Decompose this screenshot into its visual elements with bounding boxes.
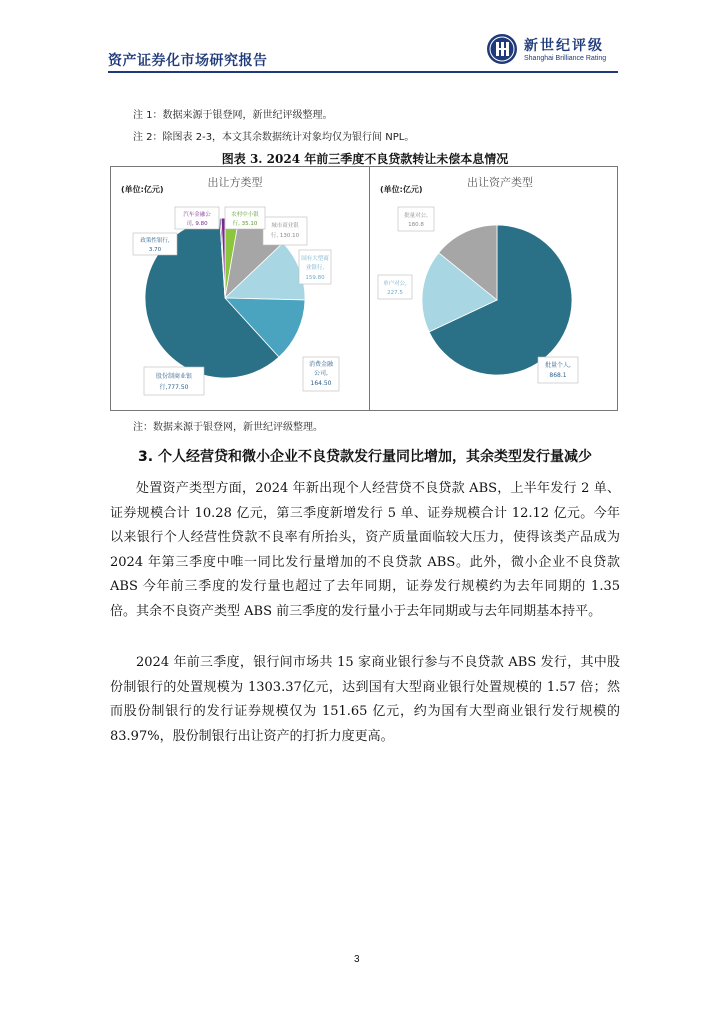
- chart-title: 出让资产类型: [467, 176, 533, 189]
- label-股份制商业银行: [144, 367, 204, 395]
- page-number: 3: [354, 954, 360, 965]
- svg-text:单户对公,: 单户对公,: [383, 281, 407, 287]
- svg-text:农村中小银: 农村中小银: [231, 212, 259, 218]
- svg-text:汽车金融公: 汽车金融公: [183, 212, 211, 218]
- svg-text:国有大型商: 国有大型商: [301, 256, 329, 262]
- label-国有大型商业银行: [299, 250, 331, 284]
- header-rule: [108, 71, 618, 73]
- svg-text:868.1: 868.1: [549, 372, 567, 379]
- label-政策性银行: [133, 233, 177, 255]
- logo-emblem-icon: [486, 33, 518, 65]
- svg-text:批量对公,: 批量对公,: [404, 213, 428, 219]
- logo-text-en: Shanghai Brilliance Rating: [524, 55, 607, 62]
- svg-text:股份制商业银: 股份制商业银: [155, 373, 193, 380]
- label-批量对公: [398, 207, 434, 231]
- label-单户对公: [378, 275, 412, 299]
- body-paragraph-1: 处置资产类型方面，2024 年新出现个人经营贷不良贷款 ABS，上半年发行 2 单、证券规模合计 10.28 亿元，第三季度新增发行 5 单、证券规模合计 12.12 亿元。今年以来银行个人经营性贷款不良率有所抬头，资产质量面临较大压力，使得该类产品成为 2024 年第三季度中唯一同比发行量增加的不良贷款 ABS。此外，微小企业不良贷款 ABS 今年前三季度的发行量也超过了去年同期，证券发行规模约为去年同期的 1.35 倍。其余不良资产类型 ABS 前三季度的发行量小于去年同期或与去年同期基本持平。: [110, 481, 620, 619]
- svg-text:政策性银行,: 政策性银行,: [140, 238, 170, 244]
- svg-text:业银行,: 业银行,: [305, 265, 325, 271]
- label-批量个人: [538, 357, 578, 383]
- figure-title: 图表 3. 2024 年前三季度不良贷款转让未偿本息情况: [221, 152, 509, 166]
- note-1: 注 1：数据来源于银登网，新世纪评级整理。: [133, 110, 333, 121]
- logo-text-cn: 新世纪评级: [524, 38, 604, 54]
- brand-logo: [486, 33, 626, 69]
- body-paragraph-2: 2024 年前三季度，银行间市场共 15 家商业银行参与不良贷款 ABS 发行，其中股份制银行的处置规模为 1303.37亿元，达到国有大型商业银行处置规模的 1.57 倍；然而股份制银行的发行证券规模仅为 151.65 亿元，约为国有大型商业银行发行规模的 83.97%，股份制银行出让资产的打折力度更高。: [110, 655, 620, 744]
- label-消费金融公司: [303, 357, 339, 391]
- svg-text:159.80: 159.80: [305, 275, 325, 281]
- svg-text:164.50: 164.50: [310, 380, 332, 387]
- chart-unit-label: (单位:亿元): [380, 185, 423, 194]
- svg-text:行,777.50: 行,777.50: [159, 384, 189, 391]
- svg-text:行, 35.10: 行, 35.10: [232, 221, 258, 227]
- svg-text:227.5: 227.5: [387, 290, 403, 296]
- chart-title: 出让方类型: [207, 176, 263, 189]
- pie-chart-asset-type: [370, 167, 617, 410]
- pie-slices: [422, 225, 572, 375]
- chart-unit-label: (单位:亿元): [121, 185, 164, 194]
- figure-note: 注：数据来源于银登网，新世纪评级整理。: [133, 422, 323, 433]
- label-汽车金融公司: [175, 207, 219, 229]
- section-heading: 3. 个人经营贷和微小企业不良贷款发行量同比增加，其余类型发行量减少: [138, 449, 592, 465]
- svg-text:司, 9.80: 司, 9.80: [186, 221, 208, 227]
- svg-text:公司,: 公司,: [314, 370, 328, 377]
- svg-text:行, 130.10: 行, 130.10: [270, 233, 300, 239]
- svg-text:180.8: 180.8: [408, 222, 424, 228]
- svg-text:批量个人,: 批量个人,: [545, 362, 571, 369]
- note-2: 注 2：除图表 2-3，本文其余数据统计对象均仅为银行间 NPL。: [133, 132, 415, 143]
- svg-text:消费金融: 消费金融: [308, 361, 334, 368]
- svg-text:3.70: 3.70: [148, 247, 162, 253]
- label-农村中小银行: [225, 207, 265, 229]
- pie-chart-seller-type: [111, 167, 368, 410]
- report-title: 资产证券化市场研究报告: [108, 53, 268, 69]
- svg-text:城市商业银: 城市商业银: [271, 223, 299, 229]
- label-城市商业银行: [263, 217, 307, 245]
